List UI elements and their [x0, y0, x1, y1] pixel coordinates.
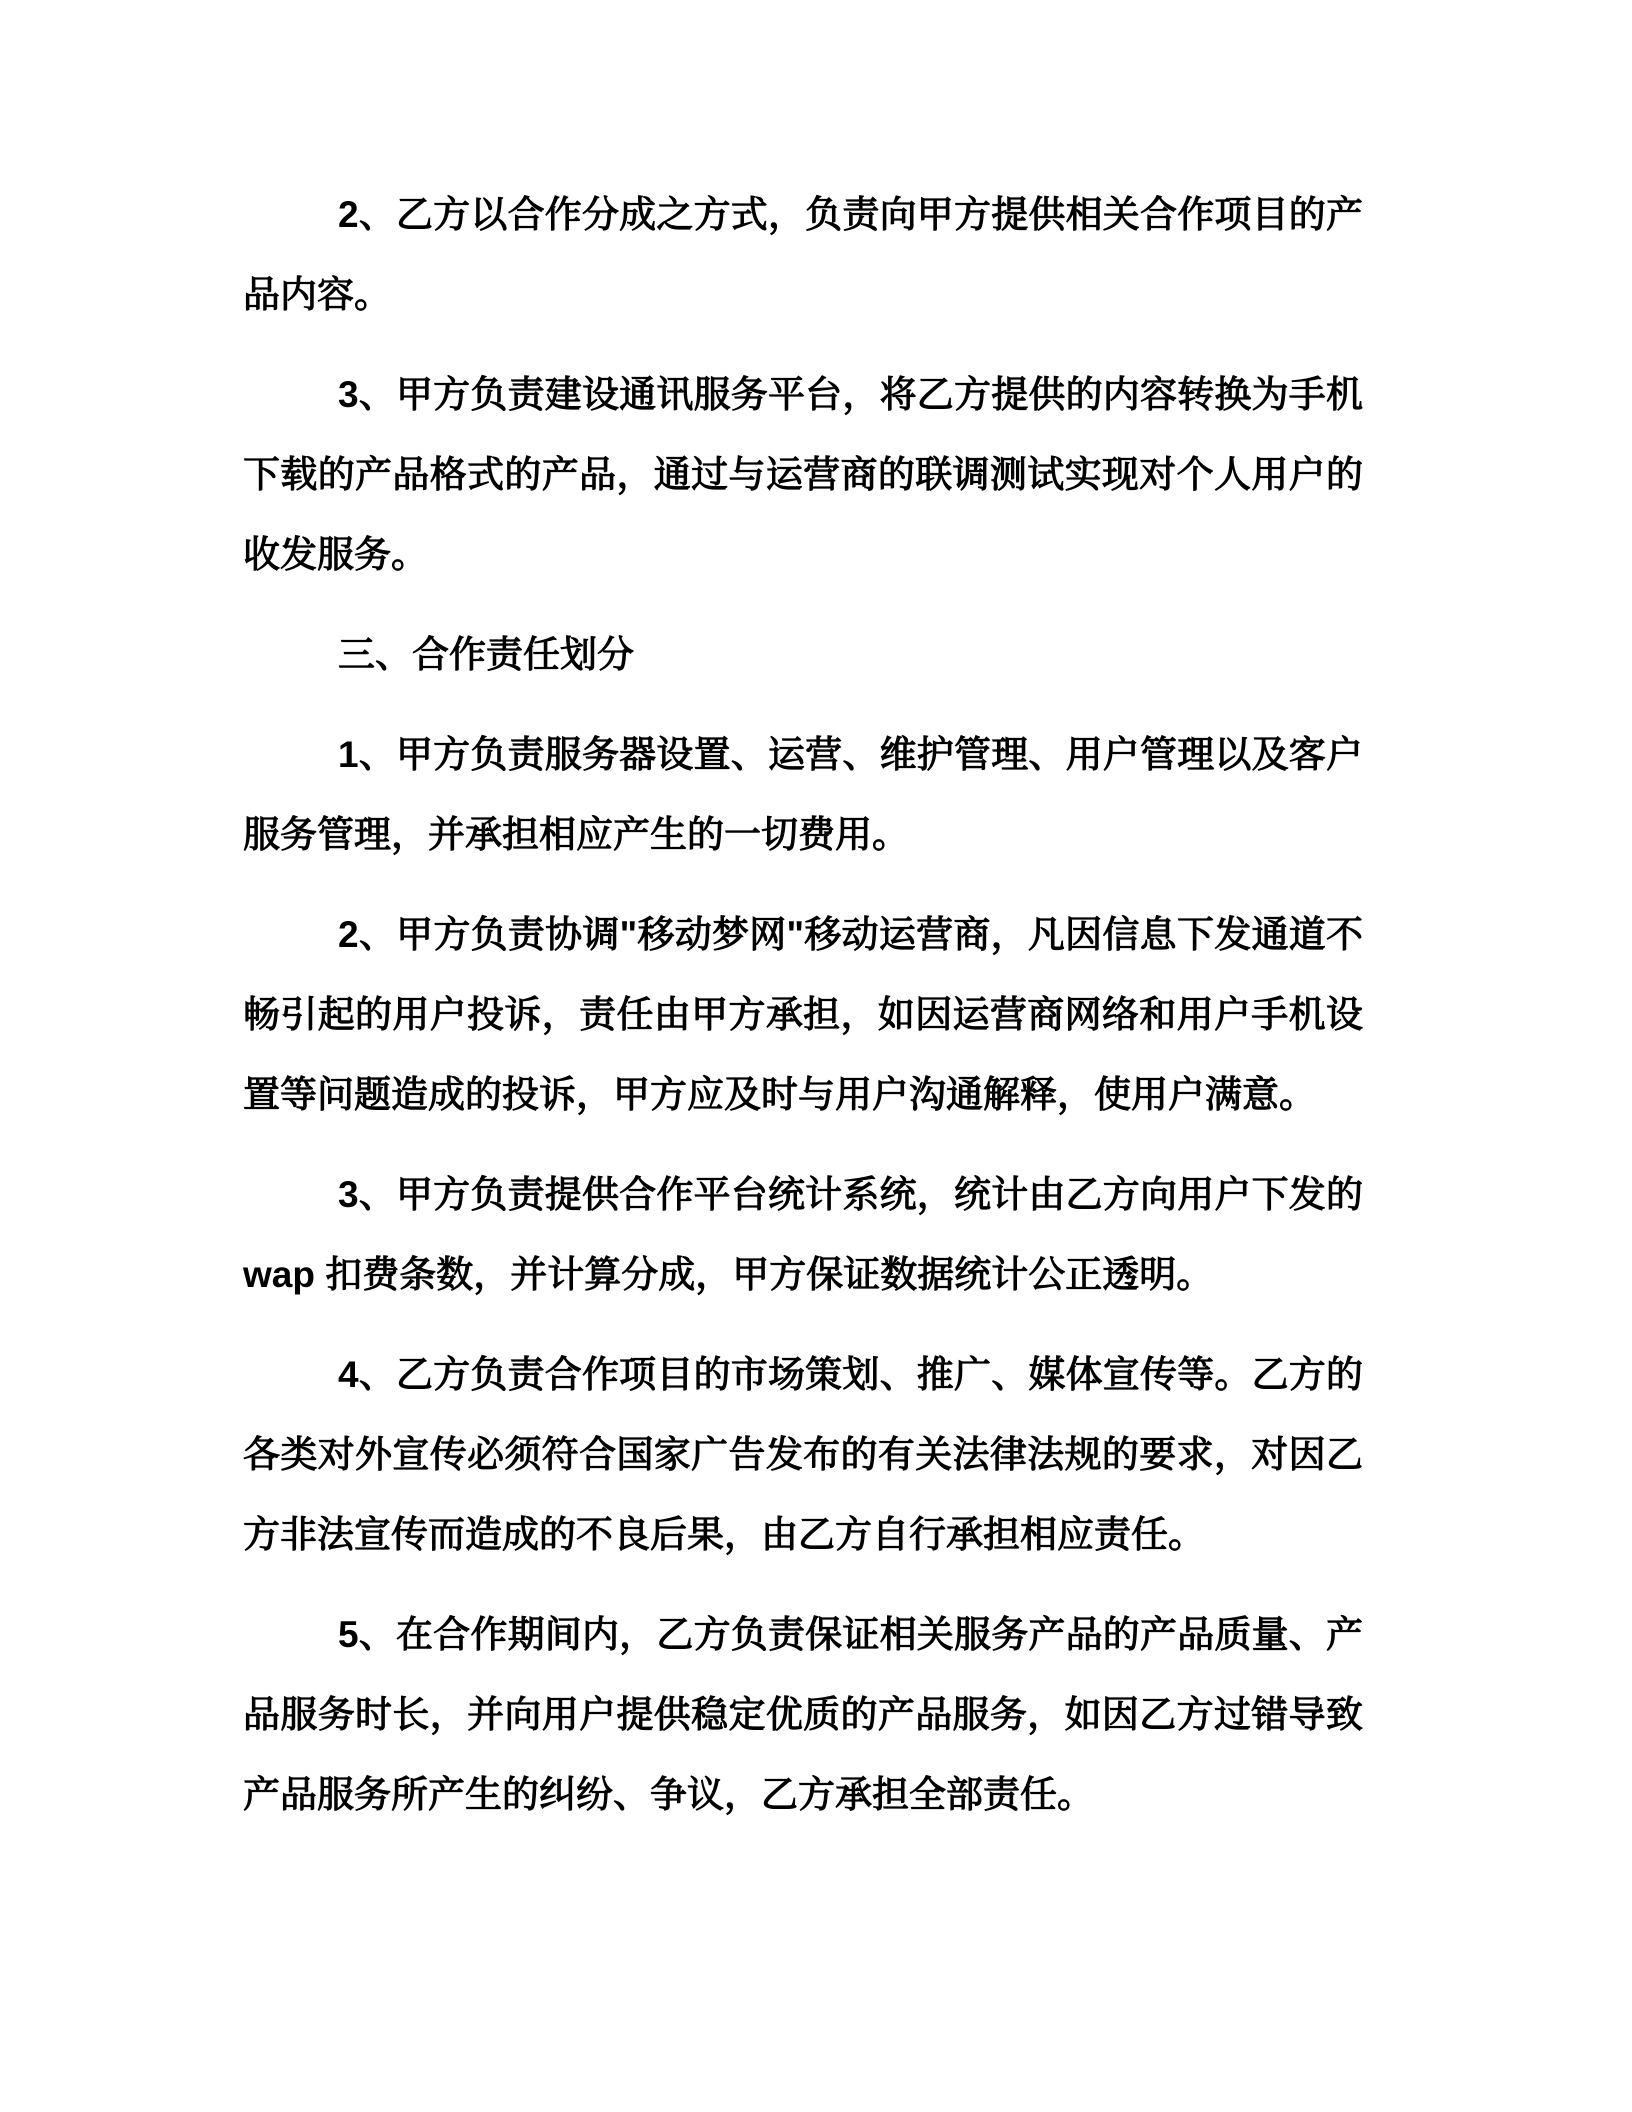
- paragraph-responsibility-2-carrier-coordination: 2、甲方负责协调"移动梦网"移动运营商，凡因信息下发通道不畅引起的用户投诉，责任由甲方承担，如因运营商网络和用户手机设置等问题造成的投诉，甲方应及时与用户沟通解释，使用户满意。: [243, 914, 1363, 1115]
- contract-text-block: [243, 175, 1363, 1855]
- paragraph-responsibility-3-statistics-system: 3、甲方负责提供合作平台统计系统，统计由乙方向用户下发的wap 扣费条数，并计算分成，甲方保证数据统计公正透明。: [243, 1174, 1363, 1295]
- paragraph-responsibility-5-product-quality: 5、在合作期间内，乙方负责保证相关服务产品的产品质量、产品服务时长，并向用户提供稳定优质的产品服务，如因乙方过错导致产品服务所产生的纠纷、争议，乙方承担全部责任。: [243, 1614, 1363, 1815]
- paragraph-responsibility-4-marketing: 4、乙方负责合作项目的市场策划、推广、媒体宣传等。乙方的各类对外宣传必须符合国家广告发布的有关法律法规的要求，对因乙方非法宣传而造成的不良后果，由乙方自行承担相应责任。: [243, 1354, 1363, 1555]
- paragraph-clause-3-platform-build: 3、甲方负责建设通讯服务平台，将乙方提供的内容转换为手机下载的产品格式的产品，通过与运营商的联调测试实现对个人用户的收发服务。: [243, 374, 1363, 575]
- section-heading-responsibility-division: 三、合作责任划分: [338, 634, 634, 675]
- paragraph-clause-2-product-content: 2、乙方以合作分成之方式，负责向甲方提供相关合作项目的产品内容。: [243, 194, 1363, 315]
- paragraph-responsibility-1-server: 1、甲方负责服务器设置、运营、维护管理、用户管理以及客户服务管理，并承担相应产生的一切费用。: [243, 734, 1363, 855]
